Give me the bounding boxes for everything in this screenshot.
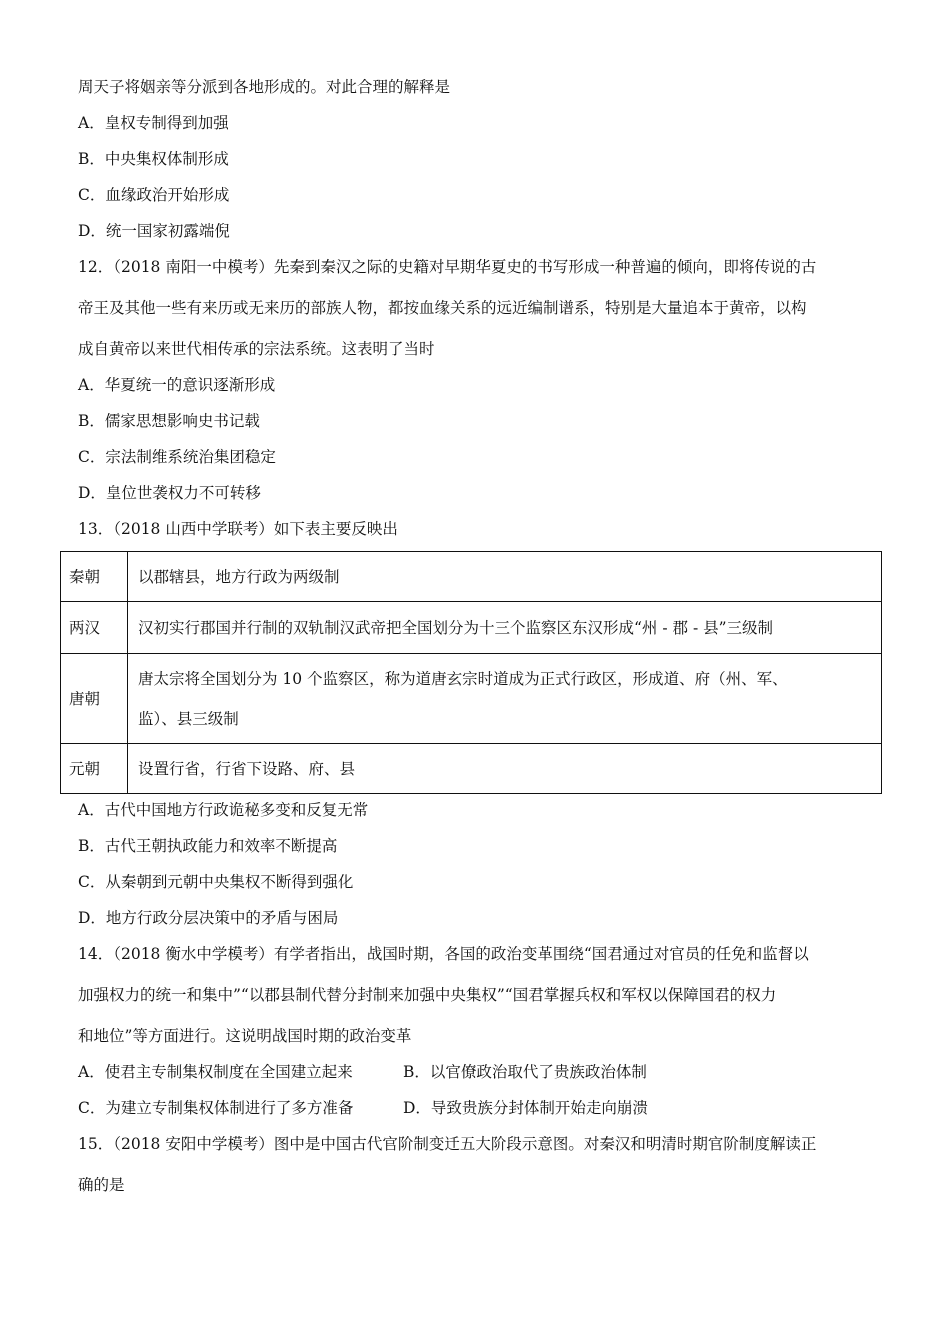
q12-option-c: C．宗法制维系统治集团稳定 [78,448,276,466]
q13-option-b: B．古代王朝执政能力和效率不断提高 [78,837,338,855]
q13-stem: 13．（2018 山西中学联考）如下表主要反映出 [78,520,398,538]
table-row [61,744,882,794]
table-row [61,602,882,654]
q14-stem-line-1: 14．（2018 衡水中学模考）有学者指出，战国时期，各国的政治变革围绕“国君通过对官员的任免和监督以 [78,945,809,963]
q12-stem-line-3: 成自黄帝以来世代相传承的宗法系统。这表明了当时 [78,340,435,358]
description-cell [128,654,882,744]
q12-stem-line-2: 帝王及其他一些有来历或无来历的部族人物，都按血缘关系的远近编制谱系，特别是大量追本于黄帝，以构 [78,299,807,317]
q11-option-c: C．血缘政治开始形成 [78,186,230,204]
q13-option-a: A．古代中国地方行政诡秘多变和反复无常 [78,801,369,819]
dynasty-cell: 唐朝 [61,654,128,744]
q12-option-a: A．华夏统一的意识逐渐形成 [78,376,276,394]
q15-stem-line-1: 15．（2018 安阳中学模考）图中是中国古代官阶制变迁五大阶段示意图。对秦汉和明清时期官阶制度解读正 [78,1135,817,1153]
q11-stem-tail: 周天子将姻亲等分派到各地形成的。对此合理的解释是 [78,78,451,96]
q15-stem-line-2: 确的是 [78,1176,125,1194]
description-cell: 设置行省，行省下设路、府、县 [128,744,882,794]
description-cell: 汉初实行郡国并行制的双轨制汉武帝把全国划分为十三个监察区东汉形成“州 - 郡 - 县”三级制 [128,602,882,654]
q11-option-b: B．中央集权体制形成 [78,150,229,168]
q14-stem-line-3: 和地位”等方面进行。这说明战国时期的政治变革 [78,1027,412,1045]
q14-option-c: C．为建立专制集权体制进行了多方准备 [78,1099,354,1117]
q14-options-row-1 [78,1062,647,1082]
q14-stem-line-2: 加强权力的统一和集中”“以郡县制代替分封制来加强中央集权”“国君掌握兵权和军权以保障国君的权力 [78,986,777,1004]
table-row [61,654,882,744]
description-line: 唐太宗将全国划分为 10 个监察区，称为道唐玄宗时道成为正式行政区，形成道、府（州、军、 [138,669,788,688]
table-row [61,552,882,602]
dynasty-cell: 两汉 [61,602,128,654]
q11-option-d: D．统一国家初露端倪 [78,222,230,240]
q11-option-a: A．皇权专制得到加强 [78,114,229,132]
q14-options-row-2 [78,1098,648,1118]
q14-option-b: B．以官僚政治取代了贵族政治体制 [403,1063,647,1081]
q14-option-a: A．使君主专制集权制度在全国建立起来 [78,1063,353,1081]
dynasty-table [60,551,882,794]
description-cell: 以郡辖县，地方行政为两级制 [128,552,882,602]
q13-option-c: C．从秦朝到元朝中央集权不断得到强化 [78,873,354,891]
q12-stem-line-1: 12．（2018 南阳一中模考）先秦到秦汉之际的史籍对早期华夏史的书写形成一种普遍的倾向，即将传说的古 [78,258,817,276]
q12-option-b: B．儒家思想影响史书记载 [78,412,260,430]
description-line: 监）、县三级制 [138,709,239,728]
q13-option-d: D．地方行政分层决策中的矛盾与困局 [78,909,339,927]
dynasty-cell: 秦朝 [61,552,128,602]
q12-option-d: D．皇位世袭权力不可转移 [78,484,261,502]
q14-option-d: D．导致贵族分封体制开始走向崩溃 [403,1099,648,1117]
dynasty-cell: 元朝 [61,744,128,794]
